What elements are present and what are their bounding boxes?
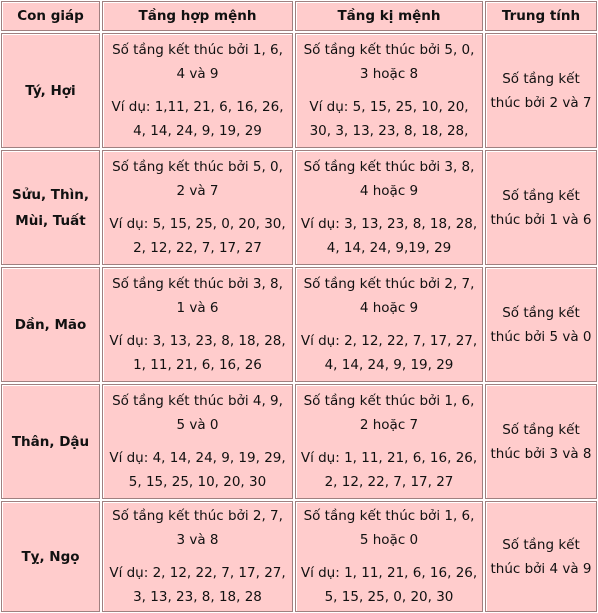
con-giap-label: Tỵ, Ngọ (21, 548, 80, 565)
row-trung-tinh (485, 267, 597, 382)
hop-examples: Ví dụ: 2, 12, 22, 7, 17, 27, 3, 13, 23, 8, 18, 28 (109, 565, 286, 605)
hop-description: Số tầng kết thúc bởi 2, 7, 3 và 8 (112, 508, 283, 548)
hop-description: Số tầng kết thúc bởi 5, 0, 2 và 7 (112, 159, 283, 199)
row-tang-ki-menh (295, 150, 483, 265)
row-tang-ki-menh (295, 267, 483, 382)
row-con-giap (1, 150, 100, 265)
ki-examples: Ví dụ: 5, 15, 25, 10, 20, 30, 3, 13, 23, 8, 18, 28, (309, 99, 469, 139)
con-giap-label: Dần, Mão (14, 316, 87, 333)
row-con-giap (1, 33, 100, 148)
ki-description: Số tầng kết thúc bởi 1, 6, 5 hoặc 0 (303, 508, 475, 548)
row-tang-hop-menh (102, 33, 293, 148)
ki-examples: Ví dụ: 1, 11, 21, 6, 16, 26, 2, 12, 22, 7, 17, 27 (300, 450, 478, 490)
con-giap-label: Thân, Dậu (11, 433, 90, 450)
ki-examples: Ví dụ: 1, 11, 21, 6, 16, 26, 5, 15, 25, 0, 20, 30 (300, 565, 478, 605)
row-con-giap (1, 501, 100, 612)
ki-description: Số tầng kết thúc bởi 5, 0, 3 hoặc 8 (303, 42, 475, 82)
con-giap-label: Sửu, Thìn, Mùi, Tuất (12, 186, 89, 229)
row-tang-hop-menh (102, 150, 293, 265)
hop-examples: Ví dụ: 5, 15, 25, 0, 20, 30, 2, 12, 22, 7, 17, 27 (109, 216, 286, 256)
ki-examples: Ví dụ: 2, 12, 22, 7, 17, 27, 4, 14, 24, 9, 19, 29 (300, 333, 478, 373)
header-tang-hop-menh: Tầng hợp mệnh (102, 1, 293, 31)
trung-tinh-text: Số tầng kết thúc bởi 3 và 8 (490, 421, 592, 462)
hop-examples: Ví dụ: 4, 14, 24, 9, 19, 29, 5, 15, 25, 10, 20, 30 (109, 450, 286, 490)
row-tang-hop-menh (102, 267, 293, 382)
row-trung-tinh (485, 384, 597, 499)
row-con-giap (1, 384, 100, 499)
trung-tinh-text: Số tầng kết thúc bởi 4 và 9 (490, 536, 592, 577)
row-trung-tinh (485, 150, 597, 265)
row-tang-ki-menh (295, 384, 483, 499)
ki-examples: Ví dụ: 3, 13, 23, 8, 18, 28, 4, 14, 24, 9,19, 29 (300, 216, 478, 256)
hop-description: Số tầng kết thúc bởi 4, 9, 5 và 0 (112, 393, 283, 433)
row-tang-ki-menh (295, 501, 483, 612)
hop-description: Số tầng kết thúc bởi 1, 6, 4 và 9 (112, 42, 283, 82)
header-trung-tinh: Trung tính (485, 1, 597, 31)
row-trung-tinh (485, 501, 597, 612)
row-trung-tinh (485, 33, 597, 148)
hop-examples: Ví dụ: 3, 13, 23, 8, 18, 28, 1, 11, 21, 6, 16, 26 (109, 333, 286, 373)
header-con-giap: Con giáp (1, 1, 100, 31)
ki-description: Số tầng kết thúc bởi 3, 8, 4 hoặc 9 (303, 159, 475, 199)
row-tang-ki-menh (295, 33, 483, 148)
header-tang-ki-menh: Tầng kị mệnh (295, 1, 483, 31)
ki-description: Số tầng kết thúc bởi 2, 7, 4 hoặc 9 (303, 276, 475, 316)
hop-description: Số tầng kết thúc bởi 3, 8, 1 và 6 (112, 276, 283, 316)
trung-tinh-text: Số tầng kết thúc bởi 1 và 6 (490, 187, 592, 228)
con-giap-label: Tý, Hợi (25, 82, 76, 99)
ki-description: Số tầng kết thúc bởi 1, 6, 2 hoặc 7 (303, 393, 475, 433)
hop-examples: Ví dụ: 1,11, 21, 6, 16, 26, 4, 14, 24, 9, 19, 29 (111, 99, 284, 139)
trung-tinh-text: Số tầng kết thúc bởi 5 và 0 (490, 304, 592, 345)
row-con-giap (1, 267, 100, 382)
row-tang-hop-menh (102, 501, 293, 612)
row-tang-hop-menh (102, 384, 293, 499)
trung-tinh-text: Số tầng kết thúc bởi 2 và 7 (490, 70, 592, 111)
